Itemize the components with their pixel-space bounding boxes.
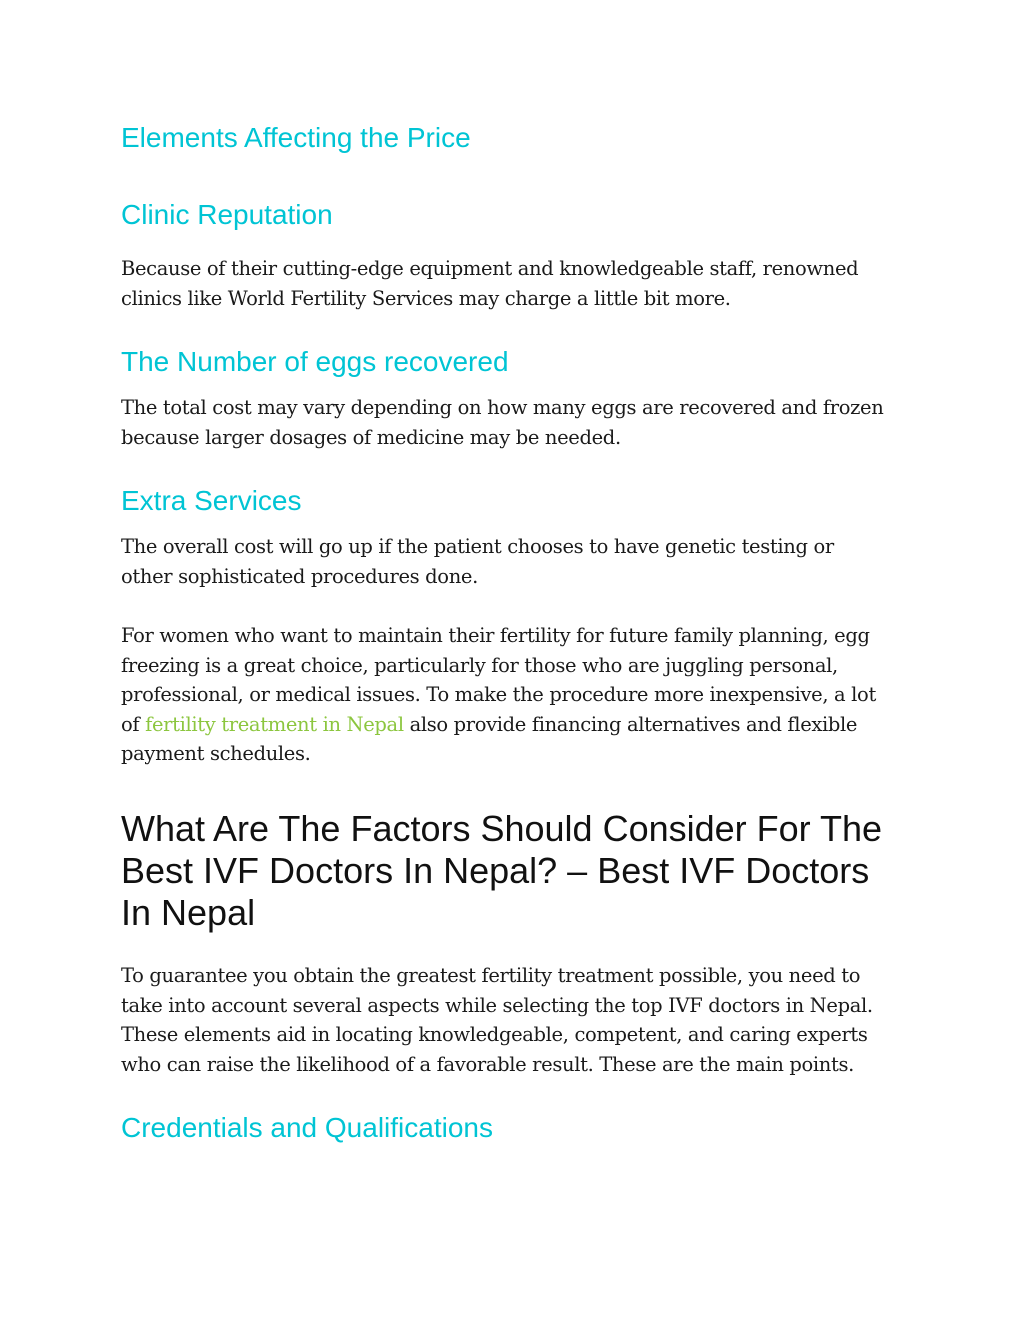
fertility-treatment-link[interactable]: fertility treatment in Nepal <box>145 712 404 736</box>
paragraph-line: The total cost may vary depending on how many eggs are recovered and frozen <box>121 396 884 419</box>
heading-number-of-eggs: The Number of eggs recovered <box>121 346 509 377</box>
heading-line: In Nepal <box>121 892 256 933</box>
paragraph-factors <box>121 961 911 1079</box>
line-prefix: of <box>121 712 146 736</box>
paragraph-line: clinics like World Fertility Services may charge a little bit more. <box>121 286 731 310</box>
paragraph-line: who can raise the likelihood of a favorable result. These are the main points. <box>121 1052 855 1076</box>
heading-line: What Are The Factors Should Consider For The <box>121 808 883 849</box>
heading-line: Best IVF Doctors In Nepal? – Best IVF Doctors <box>121 850 870 891</box>
paragraph-line: take into account several aspects while selecting the top IVF doctors in Nepal. <box>121 993 873 1017</box>
heading-elements-affecting-price: Elements Affecting the Price <box>121 122 471 153</box>
paragraph-line: To guarantee you obtain the greatest fertility treatment possible, you need to <box>121 964 861 987</box>
paragraph-line: professional, or medical issues. To make the procedure more inexpensive, a lot <box>121 683 876 706</box>
heading-clinic-reputation: Clinic Reputation <box>121 199 333 230</box>
paragraph-line: The overall cost will go up if the patient chooses to have genetic testing or <box>121 535 834 558</box>
paragraph-line: Because of their cutting-edge equipment and knowledgeable staff, renowned <box>121 257 859 280</box>
paragraph-line: because larger dosages of medicine may be needed. <box>121 425 621 449</box>
paragraph-line: freezing is a great choice, particularly for those who are juggling personal, <box>121 653 838 677</box>
paragraph-line: For women who want to maintain their fertility for future family planning, egg <box>121 624 870 647</box>
paragraph-line: other sophisticated procedures done. <box>121 564 478 588</box>
line-suffix: also provide financing alternatives and flexible <box>403 712 858 736</box>
paragraph-extra-services <box>121 532 911 591</box>
paragraph-eggs-recovered <box>121 393 911 452</box>
paragraph-line-with-link <box>121 710 911 740</box>
heading-credentials-qualifications: Credentials and Qualifications <box>121 1112 493 1143</box>
paragraph-line: payment schedules. <box>121 742 311 765</box>
heading-extra-services: Extra Services <box>121 485 302 516</box>
paragraph-egg-freezing <box>121 621 911 769</box>
heading-factors-best-ivf-doctors <box>121 808 882 934</box>
paragraph-line: These elements aid in locating knowledgeable, competent, and caring experts <box>121 1023 868 1046</box>
paragraph-clinic-reputation <box>121 254 911 313</box>
